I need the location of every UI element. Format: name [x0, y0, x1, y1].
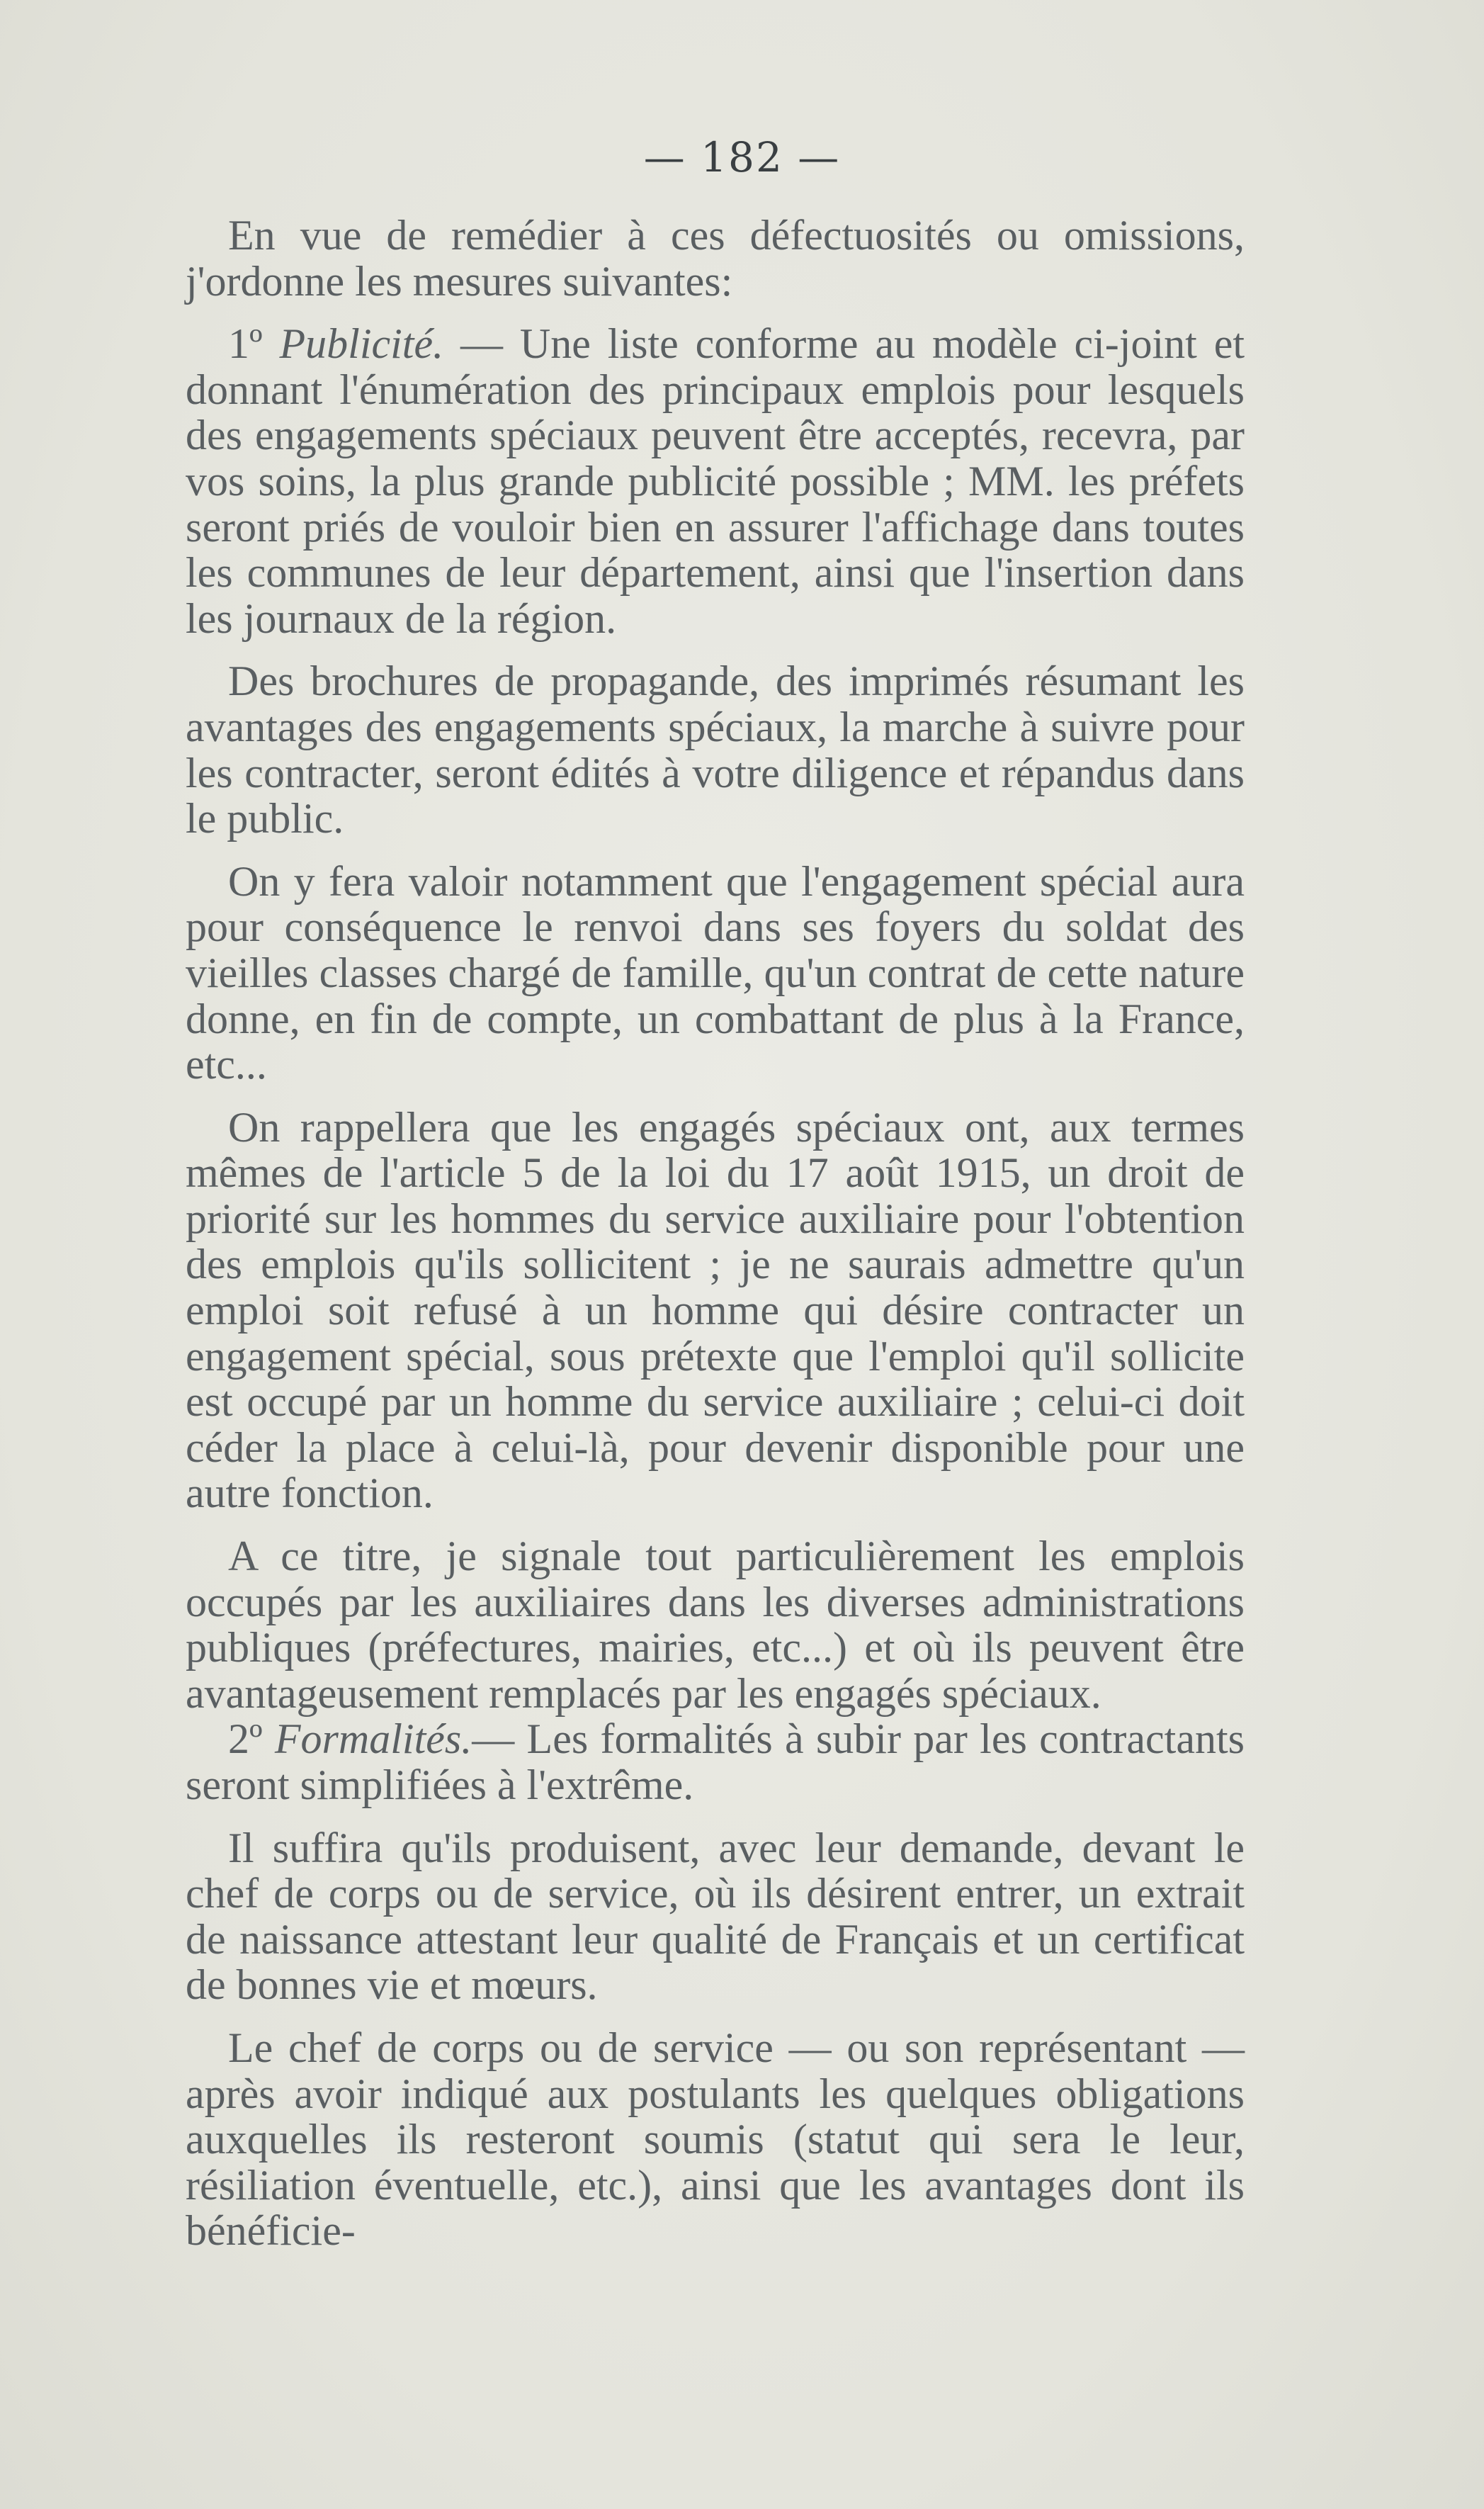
- paragraph: A ce titre, je signale tout particulièrement les emplois occupés par les auxiliaires dans les diverses administrations publiques (préfectures, mairies, etc...) et où ils peuvent être avantageusement remplacés par les engagés spéciaux.: [186, 1533, 1245, 1717]
- body-text: [186, 213, 1245, 2271]
- paragraph: En vue de remédier à ces défectuosités ou omissions, j'ordonne les mesures suivantes:: [186, 212, 1245, 305]
- paragraph: Des brochures de propagande, des imprimés résumant les avantages des engagements spéciaux, la marche à suivre pour les contracter, seront édités à votre diligence et répandus dans le public.: [186, 658, 1245, 842]
- paragraph-text: — Les formalités à subir par les contractants seront simplifiées à l'extrême.: [186, 1715, 1245, 1808]
- paragraph-text: — Une liste conforme au modèle ci-joint et donnant l'énumération des principaux emplois pour lesquels des engagements spéciaux peuvent être acceptés, recevra, par vos soins, la plus grande publicité possible ; MM. les préfets seront priés de vouloir bien en assurer l'affichage dans toutes les communes de leur département, ainsi que l'insertion dans les journaux de la région.: [186, 320, 1245, 642]
- paragraph-publicite: [186, 321, 1245, 641]
- page-number: — 182 —: [643, 133, 841, 181]
- section-title: Publicité.: [279, 320, 444, 368]
- section-number: 2º: [228, 1715, 275, 1763]
- section-number: 1º: [228, 320, 280, 368]
- paragraph: On rappellera que les engagés spéciaux ont, aux termes mêmes de l'article 5 de la loi du 17 août 1915, un droit de priorité sur les hommes du service auxiliaire pour l'obtention des emplois qu'ils sollicitent ; je ne saurais admettre qu'un emploi soit refusé à un homme qui désire contracter un engagement spécial, sous prétexte que l'emploi qu'il sollicite est occupé par un homme du service auxiliaire ; celui-ci doit céder la place à celui-là, pour devenir disponible pour une autre fonction.: [186, 1103, 1245, 1517]
- paragraph-formalites: [186, 1716, 1245, 1808]
- paragraph: Le chef de corps ou de service — ou son représentant — après avoir indiqué aux postulants les quelques obligations auxquelles ils resteront soumis (statut qui sera le leur, résiliation éventuelle, etc.), ainsi que les avantages dont ils bénéficie-: [186, 2024, 1245, 2255]
- section-title: Formalités.: [274, 1715, 472, 1763]
- paragraph: On y fera valoir notamment que l'engagement spécial aura pour conséquence le renvoi dans ses foyers du soldat des vieilles classes chargé de famille, qu'un contrat de cette nature donne, en fin de compte, un combattant de plus à la France, etc...: [186, 857, 1245, 1088]
- paragraph: Il suffira qu'ils produisent, avec leur demande, devant le chef de corps ou de service, où ils désirent entrer, un extrait de naissance attestant leur qualité de Français et un certificat de bonnes vie et mœurs.: [186, 1824, 1245, 2009]
